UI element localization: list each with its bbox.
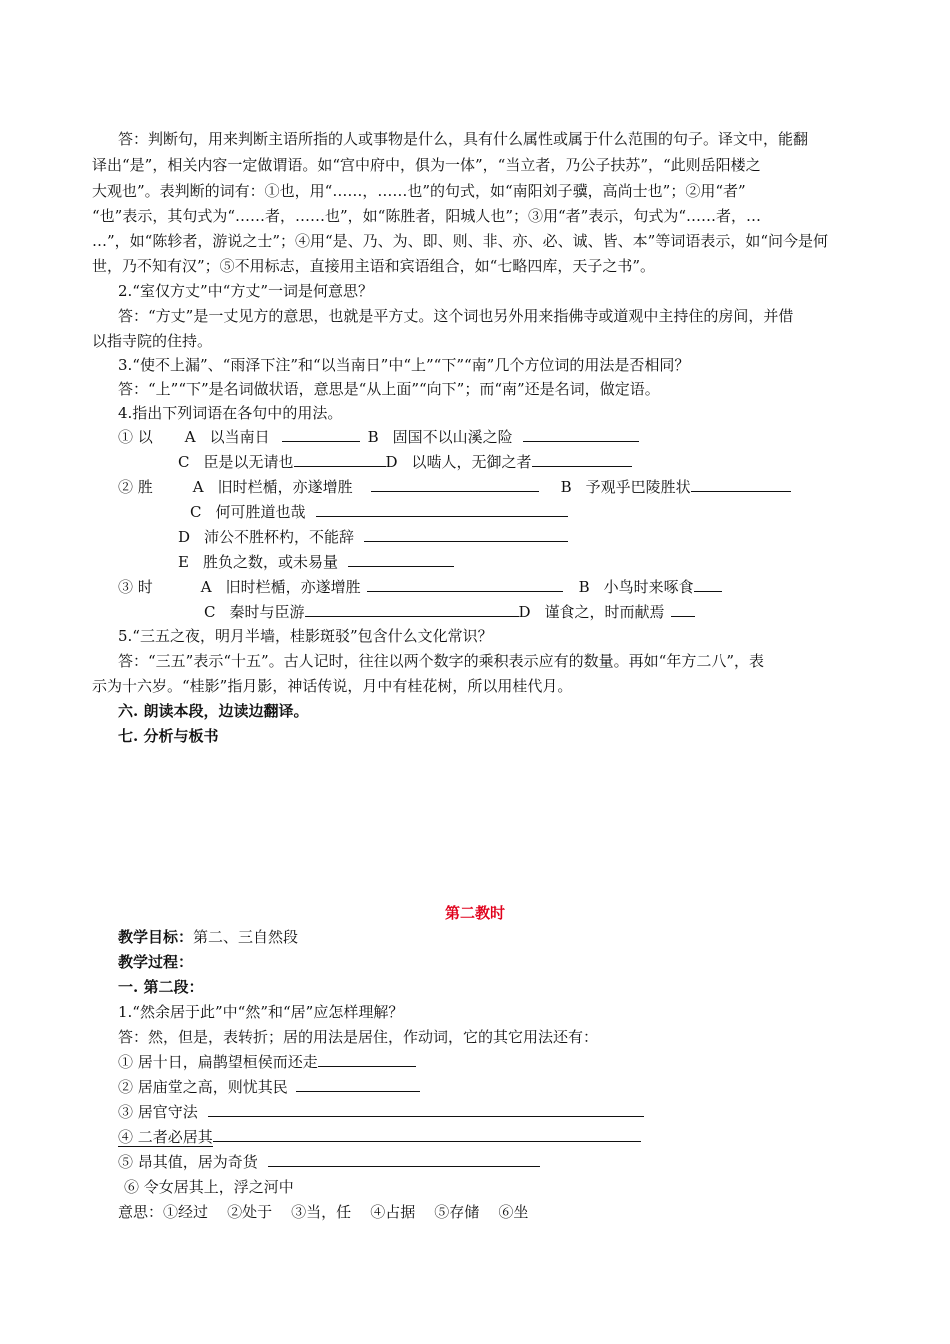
shi-a-letter: A (200, 578, 212, 596)
answer-2-line-1: 答：“方丈”是一丈见方的意思，也就是平方丈。这个词也另外用来指佛寺或道观中主持住的房间，并借 (118, 307, 794, 325)
answer-1-line-2: 译出“是”，相关内容一定做谓语。如“宫中府中，俱为一体”，“当立者，乃公子扶苏”，“此则岳阳楼之 (92, 156, 761, 174)
sheng-row-3 (178, 526, 568, 548)
teaching-goal (118, 926, 298, 948)
sheng-e-text: 胜负之数，或未易量 (202, 553, 338, 571)
shi-c-letter: C (204, 603, 216, 621)
question-4: 4.指出下列词语在各句中的用法。 (118, 404, 343, 422)
teaching-process: 教学过程： (118, 953, 194, 971)
answer-1-line-6: 世，乃不知有汉”；⑤不用标志，直接用主语和宾语组合，如“七略四库，天子之书”。 (92, 257, 656, 275)
shi-b-letter: B (578, 578, 590, 596)
sheng-b-blank[interactable] (691, 476, 791, 492)
teaching-goal-label: 教学目标： (118, 928, 194, 946)
answer-1-line-5: …”，如“陈轸者，游说之士”；④用“是、乃、为、即、则、非、亦、必、诚、皆、本”等词语表示，如“问今是何 (92, 232, 829, 250)
ju-item-2-blank[interactable] (296, 1076, 420, 1092)
yi-b-text: 固国不以山溪之险 (392, 428, 513, 446)
ju-item-1 (118, 1051, 416, 1073)
ju-item-1-text: ① 居十日，扁鹊望桓侯而还走 (118, 1053, 318, 1071)
shi-b-blank[interactable] (694, 576, 722, 592)
yi-d-blank[interactable] (532, 451, 632, 467)
sheng-row-4 (178, 551, 454, 573)
heading-6: 六. 朗读本段，边读边翻译。 (118, 702, 309, 720)
sheng-c-text: 何可胜道也哉 (215, 503, 306, 521)
yi-head: ① 以 (118, 428, 153, 446)
shi-d-text: 谨食之，时而献焉 (544, 603, 665, 621)
yi-d-text: 以啮人，无御之者 (411, 453, 532, 471)
sheng-row-1 (118, 476, 791, 498)
ju-item-5-blank[interactable] (268, 1151, 540, 1167)
ju-item-3-blank[interactable] (208, 1101, 644, 1117)
ju-item-2-text: ② 居庙堂之高，则忧其民 (118, 1078, 288, 1096)
ju-item-4-blank[interactable] (213, 1126, 641, 1142)
shi-b-text: 小鸟时来啄食 (603, 578, 694, 596)
yi-c-letter: C (178, 453, 190, 471)
meanings-line: 意思：①经过 ②处于 ③当，任 ④占据 ⑤存储 ⑥坐 (118, 1203, 529, 1221)
sheng-head: ② 胜 (118, 478, 153, 496)
ju-item-4 (118, 1126, 641, 1148)
ju-item-3 (118, 1101, 644, 1123)
answer-5-line-2: 示为十六岁。“桂影”指月影，神话传说，月中有桂花树，所以用桂代月。 (92, 677, 573, 695)
sheng-d-blank[interactable] (364, 526, 568, 542)
sheng-b-letter: B (560, 478, 572, 496)
ju-item-4-text: ④ 二者必居其 (118, 1128, 213, 1146)
ju-item-5 (118, 1151, 540, 1173)
sheng-a-blank[interactable] (371, 476, 539, 492)
yi-c-text: 臣是以无请也 (203, 453, 294, 471)
sheng-d-text: 沛公不胜杯杓，不能辞 (204, 528, 355, 546)
yi-a-letter: A (184, 428, 196, 446)
yi-d-letter: D (385, 453, 398, 471)
ju-item-2 (118, 1076, 420, 1098)
sheng-c-blank[interactable] (316, 501, 568, 517)
answer-5-line-1: 答：“三五”表示“十五”。古人记时，往往以两个数字的乘积表示应有的数量。再如“年方二八”，表 (118, 652, 765, 670)
sheng-b-text: 予观乎巴陵胜状 (585, 478, 691, 496)
sec2-question-1: 1.“然余居于此”中“然”和“居”应怎样理解？ (118, 1003, 404, 1021)
ju-item-3-text: ③ 居官守法 (118, 1103, 198, 1121)
teaching-goal-text: 第二、三自然段 (193, 928, 299, 946)
sheng-d-letter: D (178, 528, 191, 546)
answer-1-line-4: “也”表示，其句式为“……者，……也”，如“陈胜者，阳城人也”；③用“者”表示，句式为“……者，… (92, 207, 762, 225)
shi-d-letter: D (518, 603, 531, 621)
sheng-a-letter: A (192, 478, 204, 496)
shi-a-blank[interactable] (367, 576, 563, 592)
yi-row-2 (178, 451, 632, 473)
sec2-answer-1: 答：然，但是，表转折；居的用法是居住，作动词，它的其它用法还有： (118, 1028, 599, 1046)
heading-7: 七. 分析与板书 (118, 727, 219, 745)
answer-3: 答：“上”“下”是名词做状语，意思是“从上面”“向下”；而“南”还是名词，做定语。 (118, 380, 660, 398)
yi-c-blank[interactable] (294, 451, 386, 467)
yi-b-blank[interactable] (523, 426, 639, 442)
yi-row-1 (118, 426, 639, 448)
sheng-e-letter: E (178, 553, 189, 571)
answer-1-line-1: 答：判断句，用来判断主语所指的人或事物是什么，具有什么属性或属于什么范围的句子。译文中，能翻 (118, 130, 809, 148)
shi-c-blank[interactable] (305, 601, 519, 617)
sheng-c-letter: C (190, 503, 202, 521)
yi-a-blank[interactable] (282, 426, 360, 442)
yi-b-letter: B (367, 428, 379, 446)
part-1-heading: 一. 第二段： (118, 978, 204, 996)
ju-item-1-blank[interactable] (318, 1051, 416, 1067)
sheng-e-blank[interactable] (348, 551, 454, 567)
shi-row-2 (204, 601, 695, 623)
question-5: 5.“三五之夜，明月半墙，桂影斑驳”包含什么文化常识？ (118, 627, 493, 645)
shi-row-1 (118, 576, 722, 598)
shi-a-text: 旧时栏楯，亦遂增胜 (225, 578, 361, 596)
ju-item-5-text: ⑤ 昂其值，居为奇货 (118, 1153, 258, 1171)
answer-2-line-2: 以指寺院的住持。 (92, 332, 213, 350)
sheng-a-text: 旧时栏楯，亦遂增胜 (217, 478, 353, 496)
answer-1-line-3: 大观也”。表判断的词有：①也，用“……，……也”的句式，如“南阳刘子骥，高尚士也”；②用“者” (92, 182, 746, 200)
shi-c-text: 秦时与臣游 (229, 603, 305, 621)
yi-a-text: 以当南日 (209, 428, 270, 446)
ju-item-6 (124, 1176, 294, 1198)
question-2: 2.“室仅方丈”中“方丈”一词是何意思？ (118, 282, 373, 300)
shi-d-blank[interactable] (671, 601, 695, 617)
sheng-row-2 (190, 501, 568, 523)
shi-head: ③ 时 (118, 578, 153, 596)
ju-item-6-text: ⑥ 令女居其上，浮之河中 (124, 1178, 294, 1196)
section-title: 第二教时 (444, 904, 505, 922)
question-3: 3.“使不上漏”、“雨泽下注”和“以当南日”中“上”“下”“南”几个方位词的用法是否相同？ (118, 356, 690, 374)
